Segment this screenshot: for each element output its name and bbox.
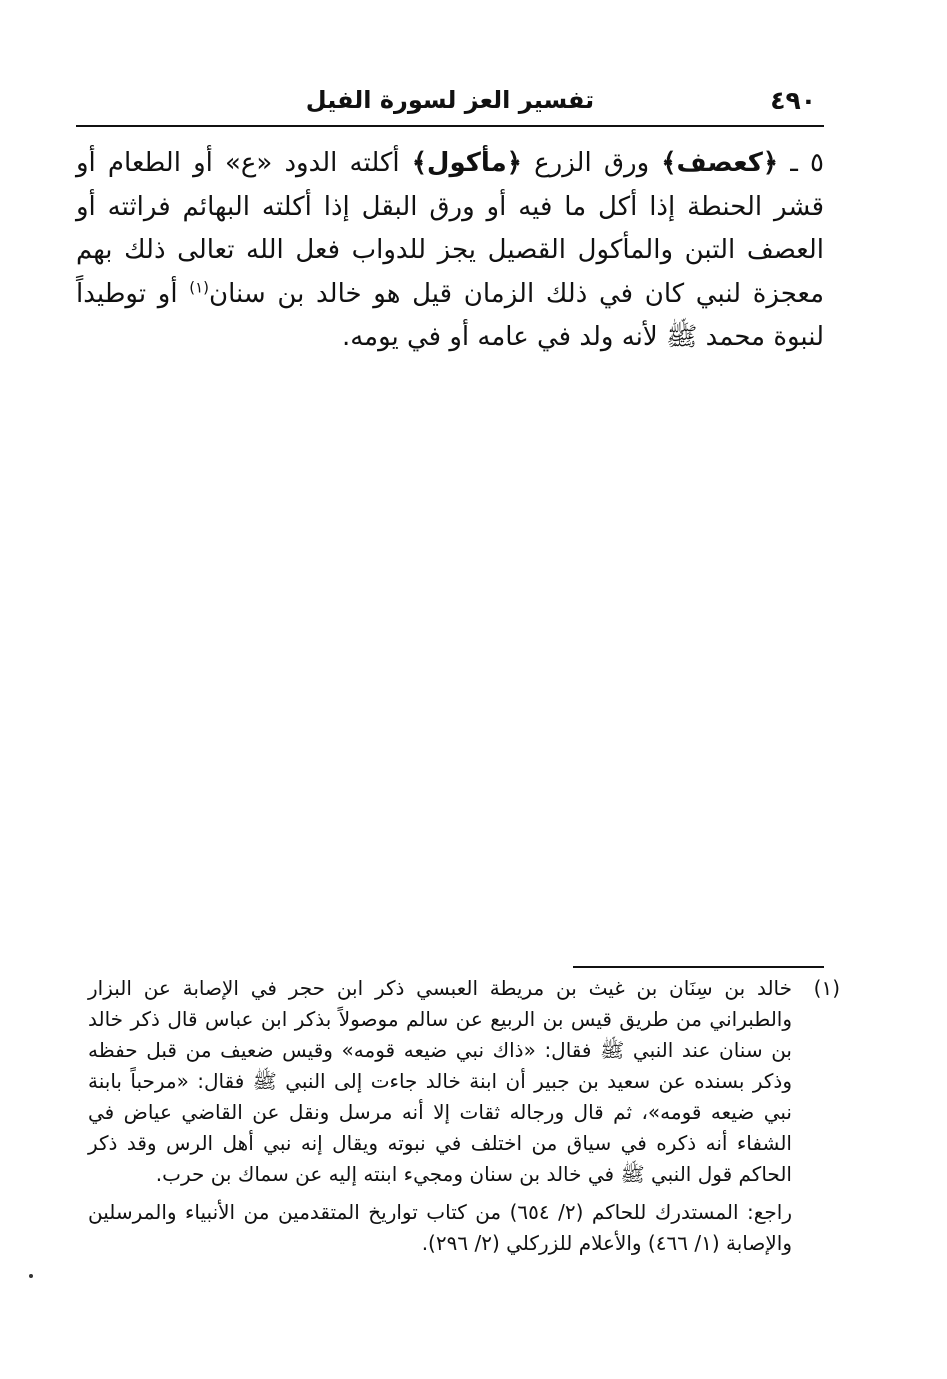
commentary-paragraph (76, 142, 824, 360)
commentary-text-part-3: أو توطيداً لنبوة محمد ﷺ لأنه ولد في عامه أو في يومه. (76, 278, 824, 352)
commentary-text-part-2: أكلته الدود «ع» أو الطعام أو قشر الحنطة إذا أكل ما فيه أو ورق البقل إذا أكلته البهائم فراثته أو العصف التبن والمأكول القصيل يجز للدواب فعل الله تعالى ذلك بهم معجزة لنبي كان في ذلك الزمان قيل هو خالد بن سنان (76, 148, 824, 309)
footnote-text: خالد بن سِنَان بن غيث بن مريطة العبسي ذكر ابن حجر في الإصابة عن البزار والطبراني من طريق قيس بن الربيع عن سالم موصولاً بذكر ابن عباس قال ذكر خالد بن سنان عند النبي ﷺ فقال: «ذاك نبي ضيعه قومه» وقيس ضعيف من قبل حفظه وذكر بسنده عن سعيد بن جبير أن ابنة خالد جاءت إلى النبي ﷺ فقال: «مرحباً بابنة نبي ضيعه قومه»، ثم قال ورجاله ثقات إلا أنه مرسل ونقل عن القاضي عياض في الشفاء أنه ذكره في سياق من اختلف في نبوته ويقال إنه نبي أهل الرس وقد ذكر الحاكم قول النبي ﷺ في خالد بن سنان ومجيء ابنته إليه عن سماك بن حرب. (88, 976, 792, 1186)
open-bracket: ﴿ (506, 148, 522, 178)
close-bracket: ﴾ (411, 148, 427, 178)
quranic-term-makul: مأكول (426, 148, 507, 178)
footnotes (88, 973, 840, 1259)
commentary-text-part-1: ورق الزرع (522, 148, 662, 178)
page-number: ٤٩٠ (770, 86, 816, 115)
main-text (76, 142, 824, 360)
footnote-number: (١) (813, 976, 840, 1000)
footnote-reference: (١) (189, 277, 209, 296)
header-rule (76, 125, 824, 127)
running-title: تفسير العز لسورة الفيل (305, 86, 595, 114)
close-bracket: ﴾ (661, 148, 677, 178)
footnote-item (88, 973, 840, 1259)
footnote-rule (573, 966, 824, 968)
open-bracket: ﴿ (762, 148, 779, 178)
scan-speck (29, 1274, 33, 1278)
item-number: ٥ ـ (790, 148, 824, 178)
quranic-term-kasf: كعصف (676, 148, 763, 178)
page-header (76, 84, 824, 124)
footnote-reference-list: راجع: المستدرك للحاكم (٢/ ٦٥٤) من كتاب تواريخ المتقدمين من الأنبياء والمرسلين والإصابة (١/ ٤٦٦) والأعلام للزركلي (٢/ ٢٩٦). (88, 1200, 792, 1255)
